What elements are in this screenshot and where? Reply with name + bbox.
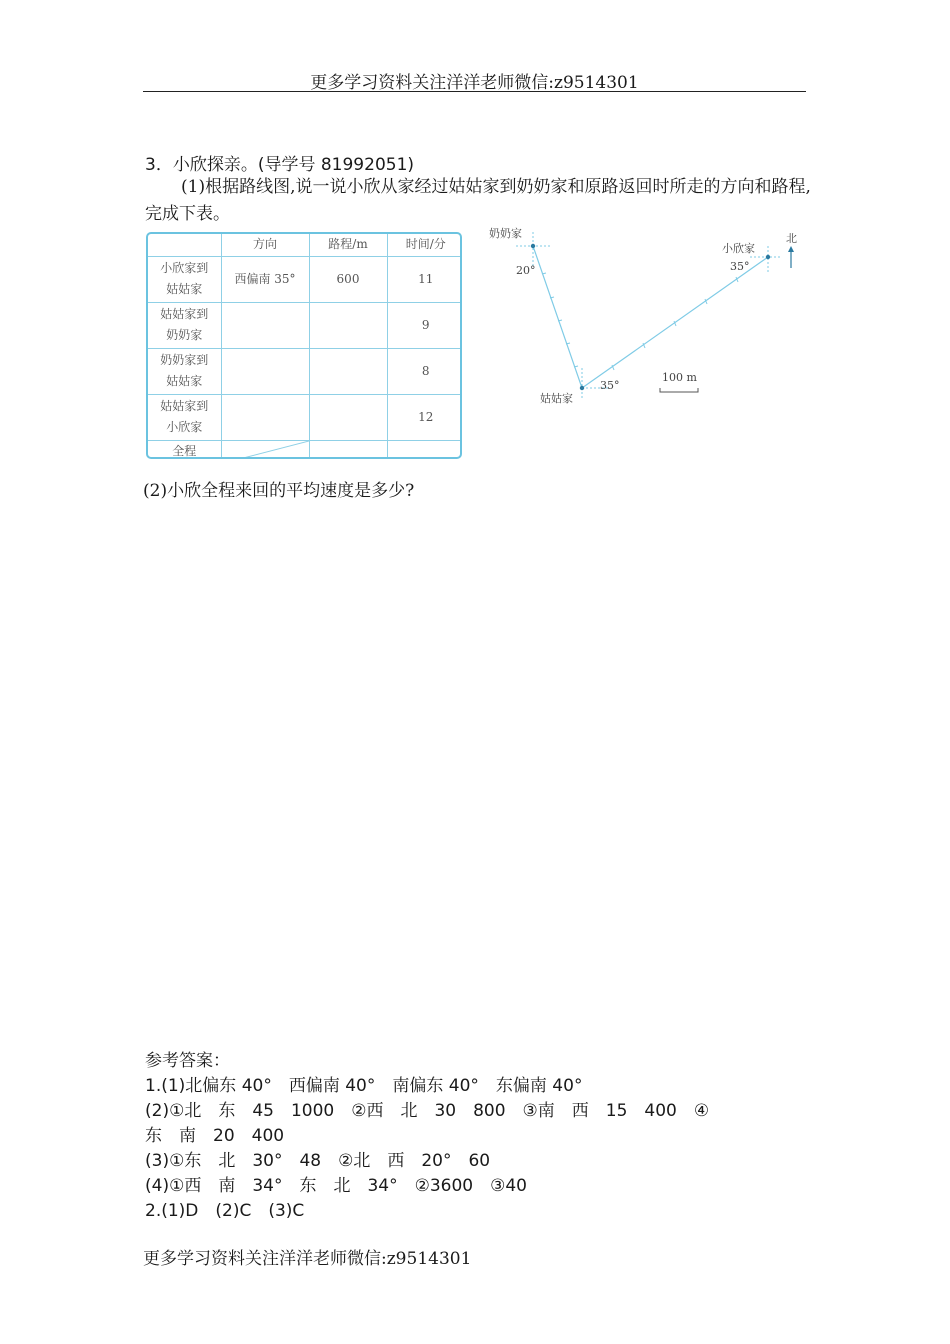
question-part-2: (2)小欣全程来回的平均速度是多少? bbox=[143, 481, 415, 501]
question-title-text: 小欣探亲。(导学号 81992051) bbox=[172, 155, 415, 175]
direction-cell bbox=[221, 302, 309, 348]
distance-cell bbox=[309, 394, 387, 440]
answer-line-1: 1.(1)北偏东 40° 西偏南 40° 南偏东 40° 东偏南 40° bbox=[145, 1076, 583, 1096]
time-cell: 8 bbox=[387, 348, 462, 394]
distance-cell bbox=[309, 302, 387, 348]
time-cell: 12 bbox=[387, 394, 462, 440]
question-title bbox=[145, 150, 414, 175]
table-total-row bbox=[148, 440, 462, 459]
question-part-1: (1)根据路线图,说一说小欣从家经过姑姑家到奶奶家和原路返回时所走的方向和路程,完成下表。 bbox=[145, 177, 811, 224]
route-table bbox=[148, 234, 462, 459]
direction-cell: 西偏南 35° bbox=[221, 256, 309, 302]
header-cell-empty bbox=[148, 234, 221, 256]
table-header-row bbox=[148, 234, 462, 256]
answer-line-6: 2.(1)D (2)C (3)C bbox=[145, 1201, 305, 1221]
row-label-line1: 奶奶家到 bbox=[160, 353, 209, 367]
row-label-line2: 姑姑家 bbox=[166, 282, 203, 296]
row-label bbox=[148, 348, 221, 394]
time-cell: 9 bbox=[387, 302, 462, 348]
header-cell-distance: 路程/m bbox=[309, 234, 387, 256]
row-label-line1: 姑姑家到 bbox=[160, 399, 209, 413]
row-label-line1: 姑姑家到 bbox=[160, 307, 209, 321]
time-cell: 11 bbox=[387, 256, 462, 302]
total-label: 全程 bbox=[148, 440, 221, 459]
row-label-line2: 姑姑家 bbox=[166, 374, 203, 388]
table-row bbox=[148, 348, 462, 394]
slash-line bbox=[222, 441, 309, 460]
row-label-line2: 小欣家 bbox=[166, 420, 203, 434]
aunt-home-label: 姑姑家 bbox=[540, 392, 573, 405]
guide-lines bbox=[516, 232, 780, 400]
distance-cell: 600 bbox=[309, 256, 387, 302]
total-direction-slashed-cell bbox=[221, 440, 309, 459]
xiaoxin-home-label: 小欣家 bbox=[722, 242, 755, 255]
answer-line-5: (4)①西 南 34° 东 北 34° ②3600 ③40 bbox=[145, 1176, 527, 1196]
scale-label: 100 m bbox=[662, 371, 697, 384]
grandma-angle-label: 20° bbox=[516, 264, 536, 277]
row-label-line1: 小欣家到 bbox=[160, 261, 209, 275]
total-time-cell bbox=[387, 440, 462, 459]
table-row bbox=[148, 302, 462, 348]
direction-cell bbox=[221, 348, 309, 394]
scale-bar bbox=[660, 388, 698, 392]
row-label bbox=[148, 394, 221, 440]
answer-line-4: (3)①东 北 30° 48 ②北 西 20° 60 bbox=[145, 1151, 491, 1171]
page-footer: 更多学习资料关注洋洋老师微信:z9514301 bbox=[143, 1249, 472, 1269]
header-cell-direction: 方向 bbox=[221, 234, 309, 256]
xiaoxin-angle-label: 35° bbox=[730, 260, 750, 273]
row-label-line2: 奶奶家 bbox=[166, 328, 203, 342]
xiaoxin-point bbox=[766, 255, 770, 259]
page-header: 更多学习资料关注洋洋老师微信:z9514301 bbox=[310, 73, 639, 93]
grandma-home-label: 奶奶家 bbox=[489, 227, 522, 240]
header-divider bbox=[143, 91, 806, 92]
aunt-point bbox=[580, 386, 584, 390]
aunt-angle-label: 35° bbox=[600, 379, 620, 392]
north-arrow-icon bbox=[788, 246, 794, 268]
grandma-point bbox=[531, 244, 535, 248]
row-label bbox=[148, 302, 221, 348]
row-label bbox=[148, 256, 221, 302]
table-row bbox=[148, 256, 462, 302]
route-diagram bbox=[480, 222, 810, 412]
distance-cell bbox=[309, 348, 387, 394]
answer-line-3: 东 南 20 400 bbox=[145, 1126, 285, 1146]
question-number: 3． bbox=[145, 155, 173, 175]
header-cell-time: 时间/分 bbox=[387, 234, 462, 256]
north-label: 北 bbox=[786, 232, 797, 245]
table-row bbox=[148, 394, 462, 440]
direction-cell bbox=[221, 394, 309, 440]
answers-title: 参考答案： bbox=[145, 1051, 230, 1071]
total-distance-cell bbox=[309, 440, 387, 459]
answer-line-2: (2)①北 东 45 1000 ②西 北 30 800 ③南 西 15 400 ④ bbox=[145, 1101, 710, 1121]
route-table-frame bbox=[146, 232, 462, 459]
